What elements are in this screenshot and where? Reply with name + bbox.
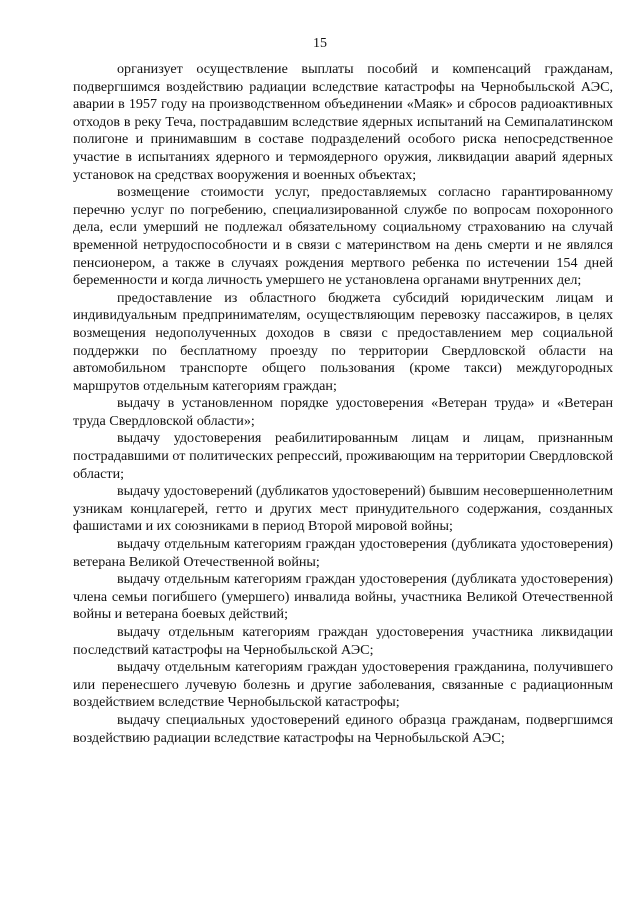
paragraph-6: выдачу удостоверений (дубликатов удостоверений) бывшим несовершеннолетним узникам концлагерей, гетто и других мест принудительного содержания, созданных фашистами и их союзниками в период Второй мировой войны; bbox=[73, 483, 613, 535]
paragraph-11: выдачу специальных удостоверений единого образца гражданам, подвергшимся воздействию радиации вследствие катастрофы на Чернобыльской АЭС; bbox=[73, 711, 613, 746]
paragraph-2: возмещение стоимости услуг, предоставляемых согласно гарантированному перечню услуг по погребению, специализированной службе по вопросам похоронного дела, если умерший не подлежал обязательному социальному страхованию на случай временной нетрудоспособности и в связи с материнством на день смерти и не являлся пенсионером, а также в случаях рождения мертвого ребенка по истечении 154 дней беременности и когда личность умершего не установлена органами внутренних дел; bbox=[73, 184, 613, 289]
paragraph-10: выдачу отдельным категориям граждан удостоверения гражданина, получившего или перенесшего лучевую болезнь и другие заболевания, связанные с радиационным воздействием вследствие Чернобыльской катастрофы; bbox=[73, 659, 613, 711]
paragraph-5: выдачу удостоверения реабилитированным лицам и лицам, признанным пострадавшими от политических репрессий, проживающим на территории Свердловской области; bbox=[73, 430, 613, 482]
paragraph-4: выдачу в установленном порядке удостоверения «Ветеран труда» и «Ветеран труда Свердловской области»; bbox=[73, 395, 613, 429]
paragraph-3: предоставление из областного бюджета субсидий юридическим лицам и индивидуальным предпринимателям, осуществляющим перевозку пассажиров, в целях возмещения недополученных доходов в связи с предоставлением мер социальной поддержки по бесплатному проезду по территории Свердловской области на автомобильном транспорте общего пользования (кроме такси) междугородных маршрутов отдельным категориям граждан; bbox=[73, 289, 613, 394]
paragraph-8: выдачу отдельным категориям граждан удостоверения (дубликата удостоверения) члена семьи погибшего (умершего) инвалида войны, участника Великой Отечественной войны и ветерана боевых действий; bbox=[73, 571, 613, 623]
paragraph-7: выдачу отдельным категориям граждан удостоверения (дубликата удостоверения) ветерана Великой Отечественной войны; bbox=[73, 536, 613, 570]
paragraph-1: организует осуществление выплаты пособий и компенсаций гражданам, подвергшимся воздействию радиации вследствие катастрофы на Чернобыльской АЭС, аварии в 1957 году на производственном объединении «Маяк» и сбросов радиоактивных отходов в реку Теча, пострадавшим вследствие ядерных испытаний на Семипалатинском полигоне и принимавшим в составе подразделений особого риска непосредственное участие в испытаниях ядерного и термоядерного оружия, ликвидации аварий ядерных установок на средствах вооружения и военных объектах; bbox=[73, 61, 613, 183]
page-number: 15 bbox=[313, 36, 327, 51]
paragraph-9: выдачу отдельным категориям граждан удостоверения участника ликвидации последствий катастрофы на Чернобыльской АЭС; bbox=[73, 624, 613, 658]
document-body bbox=[73, 61, 613, 747]
